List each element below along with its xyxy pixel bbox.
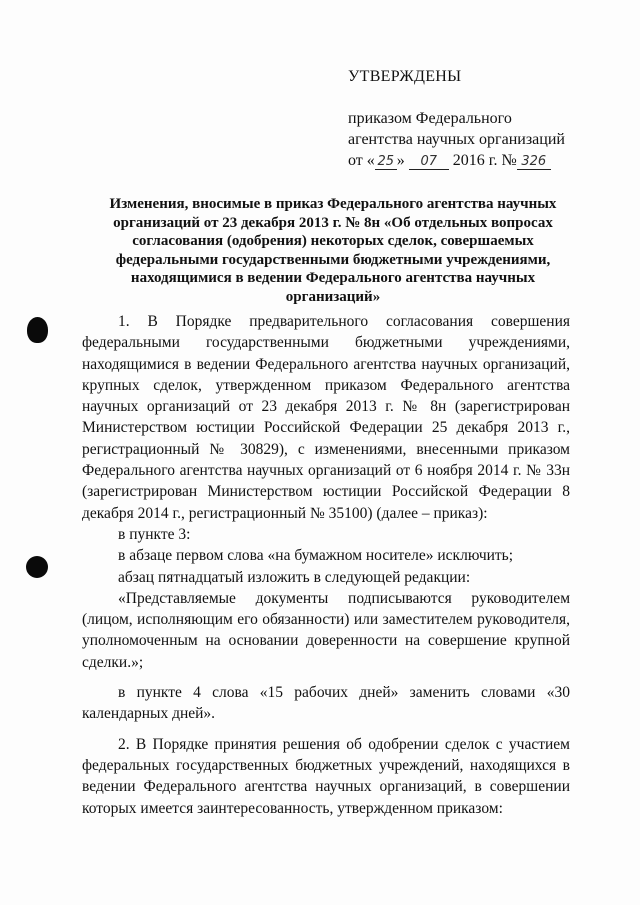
- approval-line-1: приказом Федерального: [348, 110, 512, 127]
- paragraph-3: в абзаце первом слова «на бумажном носителе» исключить;: [118, 547, 514, 565]
- date-year: 2016 г. №: [452, 152, 517, 169]
- date-mid: »: [396, 152, 405, 169]
- paragraph-7: 2. В Порядке принятия решения об одобрении сделок с участием федеральных государственных бюджетных учреждений, находящихся в ведении Федерального агентства научных организаций, в совершении которых имеется заинтересованность, утвержденном приказом:: [82, 735, 570, 817]
- document-body: [82, 311, 570, 819]
- date-month-handwritten: 07: [409, 154, 449, 170]
- paragraph-2: в пункте 3:: [118, 525, 191, 543]
- paragraph-6: в пункте 4 слова «15 рабочих дней» заменить словами «30 календарных дней».: [82, 684, 570, 723]
- paragraph-5: «Представляемые документы подписываются руководителем (лицом, исполняющим его обязанности) или заместителем руководителя, уполномоченным на основании доверенности на совершение крупной сделки.»;: [82, 589, 570, 671]
- approval-date-line: [348, 150, 608, 171]
- order-number-handwritten: 326: [517, 154, 551, 170]
- punch-hole-top: [27, 317, 48, 343]
- document-title: Изменения, вносимые в приказ Федерального агентства научных организаций от 23 декабря 2013 г. № 8н «Об отдельных вопросах согласования (одобрения) некоторых сделок, совершаемых федеральными государственными бюджетными учреждениями, находящимися в ведении Федерального агентства научных организаций»: [109, 196, 557, 305]
- approval-line-2: агентства научных организаций: [348, 131, 565, 148]
- approval-heading: УТВЕРЖДЕНЫ: [348, 68, 462, 85]
- paragraph-4: абзац пятнадцатый изложить в следующей редакции:: [118, 568, 471, 586]
- paragraph-1: 1. В Порядке предварительного согласования совершения федеральными государственными бюджетными учреждениями, находящимися в ведении Федерального агентства научных организаций, крупных сделок, утвержденном приказом Федерального агентства научных организаций от 23 декабря 2013 г. № 8н (зарегистрирован Министерством юстиции Российской Федерации 25 декабря 2013 г., регистрационный № 30829), с изменениями, внесенными приказом Федерального агентства научных организаций от 6 ноября 2014 г. № 33н (зарегистрирован Министерством юстиции Российской Федерации 8 декабря 2014 г., регистрационный № 35100) (далее – приказ):: [82, 313, 570, 522]
- date-prefix: от «: [348, 152, 375, 169]
- punch-hole-middle: [26, 556, 48, 578]
- approval-block: [348, 66, 608, 171]
- date-day-handwritten: 25: [375, 154, 397, 170]
